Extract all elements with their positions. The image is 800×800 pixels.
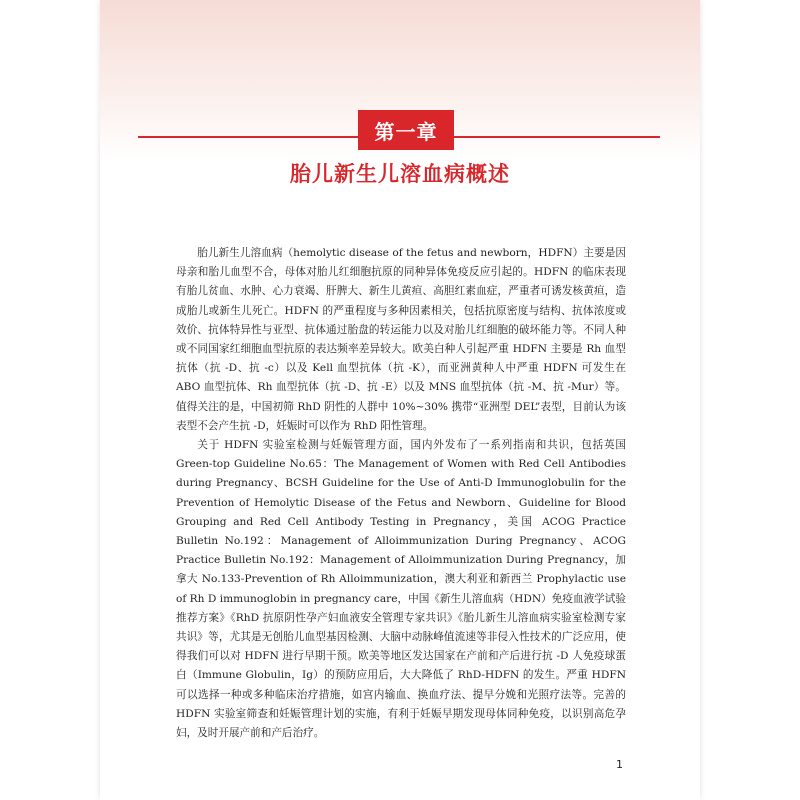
- paragraph: 胎儿新生儿溶血病（hemolytic disease of the fetus and newborn，HDFN）主要是因母亲和胎儿血型不合，母体对胎儿红细胞抗原的同种异体免疫反应引起的。HDFN 的临床表现有胎儿贫血、水肿、心力衰竭、肝脾大、新生儿黄疸、高胆红素血症，严重者可诱发核黄疸，造成胎儿或新生儿死亡。HDFN 的严重程度与多种因素相关，包括抗原密度与结构、抗体浓度或效价、抗体特异性与亚型、抗体通过胎盘的转运能力以及对胎儿红细胞的破坏能力等。不同人种或不同国家红细胞血型抗原的表达频率差异较大。欧美白种人引起严重 HDFN 主要是 Rh 血型抗体（抗 -D、抗 -c）以及 Kell 血型抗体（抗 -K），而亚洲黄种人中严重 HDFN 可发生在 ABO 血型抗体、Rh 血型抗体（抗 -D、抗 -E）以及 MNS 血型抗体（抗 -M、抗 -Mur）等。值得关注的是，中国初筛 RhD 阴性的人群中 10%~30% 携带“亚洲型 DEL”表型，目前认为该表型不会产生抗 -D，妊娠时可以作为 RhD 阳性管理。: [176, 247, 626, 432]
- paragraph: 关于 HDFN 实验室检测与妊娠管理方面，国内外发布了一系列指南和共识，包括英国 Green-top Guideline No.65：The Management of Women with Red Cell Antibodies during Pregnancy、BCSH Guideline for the Use of Anti-D Immunoglobulin for the Prevention of Hemolytic Disease of the Fetus and Newborn、Guideline for Blood Grouping and Red Cell Antibody Testing in Pregnancy，美国 ACOG Practice Bulletin No.192：Management of Alloimmunization During Pregnancy、ACOG Practice Bulletin No.192：Management of Alloimmunization During Pregnancy，加拿大 No.133-Prevention of Rh Alloimmunization，澳大利亚和新西兰 Prophylactic use of Rh D immunoglobin in pregnancy care，中国《新生儿溶血病（HDN）免疫血液学试验推荐方案》《RhD 抗原阴性孕产妇血液安全管理专家共识》《胎儿新生儿溶血病实验室检测专家共识》等，尤其是无创胎儿血型基因检测、大脑中动脉峰值流速等非侵入性技术的广泛应用，使得我们可以对 HDFN 进行早期干预。欧美等地区发达国家在产前和产后进行抗 -D 人免疫球蛋白（Immune Globulin，Ig）的预防应用后，大大降低了 RhD-HDFN 的发生。严重 HDFN 可以选择一种或多种临床治疗措施，如宫内输血、换血疗法、提早分娩和光照疗法等。完善的 HDFN 实验室筛查和妊娠管理计划的实施，有利于妊娠早期发现母体同种免疫，以识别高危孕妇，及时开展产前和产后治疗。: [176, 439, 626, 740]
- book-page: [100, 0, 700, 800]
- chapter-label: 第一章: [358, 110, 454, 150]
- chapter-title: 胎儿新生儿溶血病概述: [290, 162, 510, 186]
- page-number: 1: [616, 758, 623, 771]
- body-text: [176, 244, 626, 743]
